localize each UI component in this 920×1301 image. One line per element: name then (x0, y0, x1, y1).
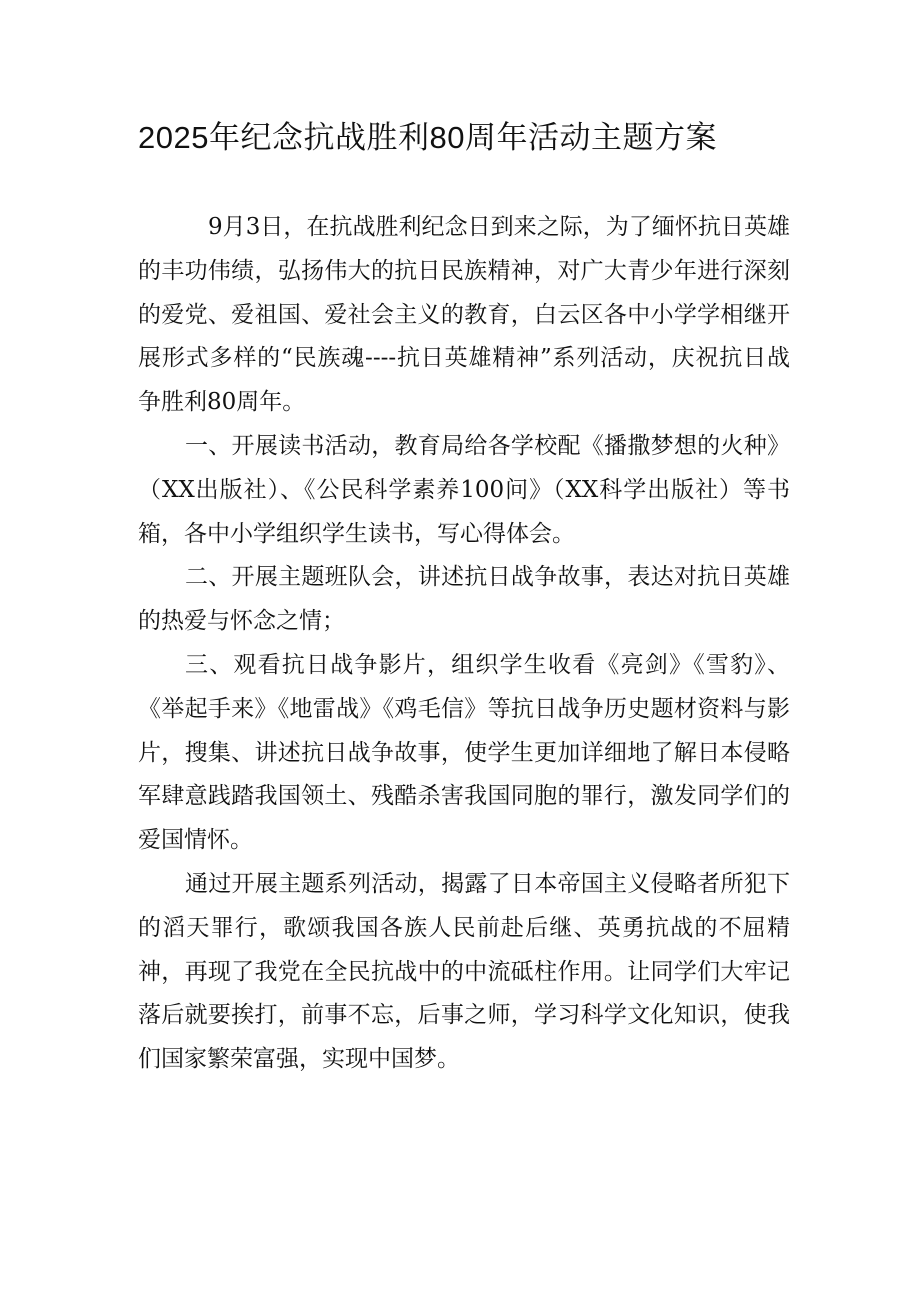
paragraph-intro: 9月3日，在抗战胜利纪念日到来之际，为了缅怀抗日英雄的丰功伟绩，弘扬伟大的抗日民族精神，对广大青少年进行深刻的爱党、爱祖国、爱社会主义的教育，白云区各中小学学相继开展形式多样的“民族魂----抗日英雄精神”系列活动，庆祝抗日战争胜利80周年。 (138, 214, 790, 416)
paragraph-class-meeting: 二、开展主题班队会，讲述抗日战争故事，表达对抗日英雄的热爱与怀念之情； (138, 564, 790, 635)
document-body (138, 206, 790, 1082)
paragraph-film-viewing: 三、观看抗日战争影片，组织学生收看《亮剑》《雪豹》、《举起手来》《地雷战》《鸡毛信》等抗日战争历史题材资料与影片，搜集、讲述抗日战争故事，使学生更加详细地了解日本侵略军肆意践踏我国领土、残酷杀害我国同胞的罪行，激发同学们的爱国情怀。 (138, 651, 790, 854)
paragraph-conclusion: 通过开展主题系列活动，揭露了日本帝国主义侵略者所犯下的滔天罪行，歌颂我国各族人民前赴后继、英勇抗战的不屈精神，再现了我党在全民抗战中的中流砥柱作用。让同学们大牢记落后就要挨打，前事不忘，后事之师，学习科学文化知识，使我们国家繁荣富强，实现中国梦。 (138, 870, 790, 1073)
document-title: 2025年纪念抗战胜利80周年活动主题方案 (138, 120, 717, 155)
paragraph-reading-activity: 一、开展读书活动，教育局给各学校配《播撒梦想的火种》（XX出版社）、《公民科学素养100问》（XX科学出版社）等书箱，各中小学组织学生读书，写心得体会。 (138, 432, 790, 547)
